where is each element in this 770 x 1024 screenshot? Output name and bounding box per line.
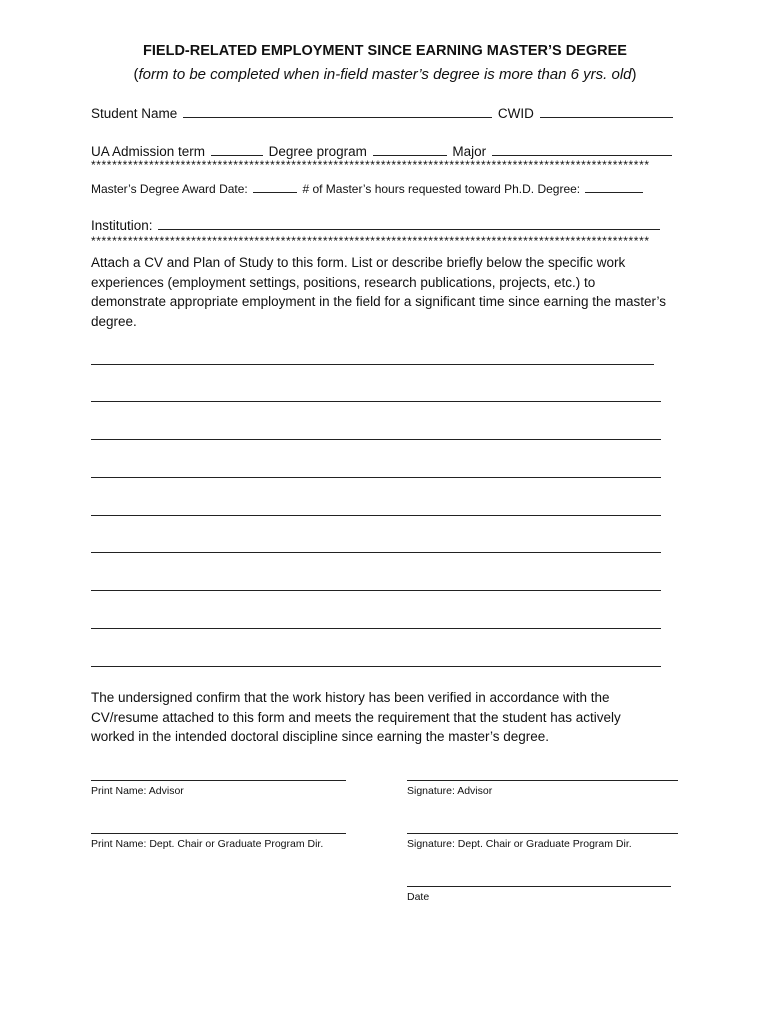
- writing-line-4[interactable]: [91, 477, 661, 478]
- sign-advisor-line[interactable]: [407, 780, 678, 781]
- hours-requested-label: # of Master’s hours requested toward Ph.D. Degree:: [302, 182, 581, 196]
- form-title: FIELD-RELATED EMPLOYMENT SINCE EARNING MASTER’S DEGREE: [143, 43, 627, 59]
- writing-line-7[interactable]: [91, 590, 661, 591]
- confirmation-text: The undersigned confirm that the work history has been verified in accordance with the CV/resume attached to this form and meets the requirement that the student has actively worked in the intended doctoral discipline since earning the master’s degree.: [91, 690, 621, 744]
- instructions-text: Attach a CV and Plan of Study to this form. List or describe briefly below the specific work experiences (employment settings, positions, research publications, projects, etc.) to demonstrate appropriate employment in the field for a significant time since earning the master’s degree.: [91, 255, 667, 329]
- writing-line-2[interactable]: [91, 401, 661, 402]
- subtitle-italic: form to be completed when in-field master’s degree is more than 6 yrs. old: [138, 66, 632, 83]
- date-label: Date: [407, 891, 430, 903]
- writing-line-6[interactable]: [91, 552, 661, 553]
- sign-chair-label: Signature: Dept. Chair or Graduate Program Dir.: [407, 838, 632, 850]
- degree-program-label: Degree program: [268, 144, 367, 159]
- major-field[interactable]: [492, 142, 672, 156]
- separator-2: **********************************************************************************************************: [91, 234, 650, 248]
- degree-program-field[interactable]: [373, 142, 447, 156]
- student-name-label: Student Name: [91, 106, 178, 121]
- writing-line-8[interactable]: [91, 628, 661, 629]
- institution-label: Institution:: [91, 218, 153, 233]
- writing-line-1[interactable]: [91, 364, 654, 365]
- student-name-row: [91, 104, 675, 121]
- form-subtitle: [0, 66, 770, 83]
- date-line[interactable]: [407, 886, 671, 887]
- institution-row: [91, 216, 662, 233]
- writing-line-9[interactable]: [91, 666, 661, 667]
- award-date-label: Master’s Degree Award Date:: [91, 182, 248, 196]
- program-row: [91, 142, 674, 159]
- sign-chair-line[interactable]: [407, 833, 678, 834]
- print-chair-label: Print Name: Dept. Chair or Graduate Program Dir.: [91, 838, 324, 850]
- writing-line-5[interactable]: [91, 515, 661, 516]
- subtitle-open: (: [133, 66, 139, 83]
- print-advisor-label: Print Name: Advisor: [91, 785, 184, 797]
- sign-advisor-label: Signature: Advisor: [407, 785, 493, 797]
- subtitle-close: ): [631, 66, 637, 83]
- print-advisor-line[interactable]: [91, 780, 346, 781]
- admission-term-label: UA Admission term: [91, 144, 206, 159]
- cwid-field[interactable]: [540, 104, 673, 118]
- admission-term-field[interactable]: [211, 142, 263, 156]
- student-name-field[interactable]: [183, 104, 492, 118]
- award-row: [91, 179, 645, 196]
- separator-1: **********************************************************************************************************: [91, 158, 650, 172]
- award-date-field[interactable]: [253, 179, 297, 193]
- major-label: Major: [452, 144, 487, 159]
- hours-requested-field[interactable]: [585, 179, 643, 193]
- institution-field[interactable]: [158, 216, 660, 230]
- writing-line-3[interactable]: [91, 439, 661, 440]
- print-chair-line[interactable]: [91, 833, 346, 834]
- cwid-label: CWID: [497, 106, 534, 121]
